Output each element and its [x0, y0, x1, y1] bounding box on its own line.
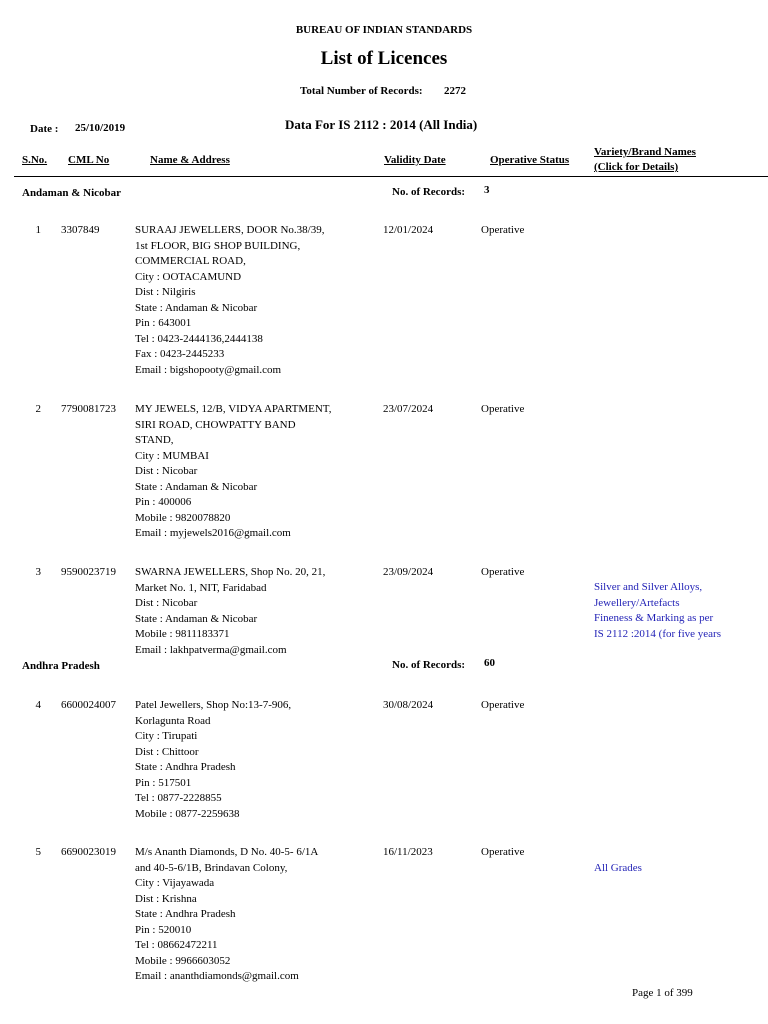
- address-line: SWARNA JEWELLERS, Shop No. 20, 21,: [135, 566, 326, 578]
- entry-sno: 2: [35, 403, 41, 415]
- page-title: List of Licences: [320, 48, 448, 69]
- address-line: Email : ananthdiamonds@gmail.com: [135, 970, 299, 982]
- address-line: Dist : Nicobar: [135, 597, 198, 609]
- entry-operative-status: Operative: [481, 403, 525, 415]
- address-line: M/s Ananth Diamonds, D No. 40-5- 6/1A: [135, 846, 319, 858]
- address-line: State : Andhra Pradesh: [135, 761, 236, 773]
- col-header-variety-line2[interactable]: (Click for Details): [594, 161, 679, 173]
- address-line: Pin : 643001: [135, 317, 192, 329]
- entry-address: [135, 402, 331, 542]
- address-line: MY JEWELS, 12/B, VIDYA APARTMENT,: [135, 403, 332, 415]
- entry-address: [135, 223, 324, 378]
- total-records-value: 2272: [444, 85, 466, 97]
- org-name: BUREAU OF INDIAN STANDARDS: [295, 24, 473, 36]
- address-line: State : Andaman & Nicobar: [135, 480, 258, 493]
- address-line: Mobile : 9811183371: [135, 628, 230, 640]
- address-line: Patel Jewellers, Shop No:13-7-906,: [135, 699, 292, 711]
- entry-variety-link[interactable]: [594, 580, 721, 642]
- address-line: Dist : Nilgiris: [135, 286, 196, 298]
- address-line: Fax : 0423-2445233: [135, 348, 225, 360]
- address-line: Email : bigshopooty@gmail.com: [135, 363, 282, 376]
- address-line: City : Tirupati: [135, 730, 198, 742]
- group-state-name: Andhra Pradesh: [22, 660, 100, 672]
- entry-operative-status: Operative: [481, 846, 525, 858]
- entry-operative-status: Operative: [481, 566, 525, 578]
- page-number: Page 1 of 399: [632, 987, 693, 999]
- total-records-label: Total Number of Records:: [300, 85, 423, 97]
- group-records-label: No. of Records:: [392, 186, 466, 198]
- address-line: Dist : Krishna: [135, 892, 197, 905]
- address-line: State : Andhra Pradesh: [135, 908, 236, 920]
- address-line: Email : myjewels2016@gmail.com: [135, 527, 291, 539]
- address-line: City : MUMBAI: [135, 449, 209, 462]
- col-header-name-address: Name & Address: [150, 154, 230, 166]
- address-line: Pin : 400006: [135, 496, 192, 508]
- entry-operative-status: Operative: [481, 699, 525, 711]
- entry-operative-status: Operative: [481, 224, 525, 236]
- address-line: Mobile : 9820078820: [135, 511, 231, 524]
- col-header-validity: Validity Date: [384, 154, 446, 166]
- entry-cml-no: 6600024007: [61, 699, 116, 711]
- col-header-sno: S.No.: [22, 154, 48, 166]
- entry-address: [135, 698, 291, 822]
- address-line: City : Vijayawada: [135, 877, 215, 889]
- address-line: Pin : 517501: [135, 776, 192, 789]
- variety-line[interactable]: Jewellery/Artefacts: [594, 596, 680, 609]
- entry-validity-date: 12/01/2024: [383, 224, 434, 236]
- entry-validity-date: 23/09/2024: [383, 566, 434, 578]
- date-value: 25/10/2019: [75, 122, 126, 134]
- address-line: Market No. 1, NIT, Faridabad: [135, 581, 267, 594]
- group-records-value: 3: [484, 184, 490, 196]
- entry-cml-no: 3307849: [61, 224, 100, 236]
- data-for-heading: Data For IS 2112 : 2014 (All India): [285, 117, 478, 132]
- address-line: Pin : 520010: [135, 923, 192, 936]
- address-line: Dist : Chittoor: [135, 745, 199, 758]
- address-line: City : OOTACAMUND: [135, 270, 242, 283]
- variety-line[interactable]: Silver and Silver Alloys,: [594, 581, 703, 593]
- header-divider: [14, 176, 768, 177]
- address-line: Tel : 0877-2228855: [135, 792, 222, 804]
- address-line: Tel : 0423-2444136,2444138: [135, 332, 263, 345]
- entry-address: [135, 845, 318, 985]
- date-label: Date :: [30, 123, 59, 135]
- variety-line[interactable]: All Grades: [594, 862, 642, 874]
- entry-sno: 4: [35, 699, 41, 711]
- address-line: State : Andaman & Nicobar: [135, 612, 258, 625]
- address-line: SIRI ROAD, CHOWPATTY BAND: [135, 418, 296, 431]
- entry-cml-no: 6690023019: [61, 846, 116, 858]
- group-state-name: Andaman & Nicobar: [22, 187, 122, 199]
- address-line: COMMERCIAL ROAD,: [135, 255, 246, 267]
- variety-line[interactable]: Fineness & Marking as per: [594, 612, 714, 624]
- address-line: State : Andaman & Nicobar: [135, 301, 258, 314]
- address-line: 1st FLOOR, BIG SHOP BUILDING,: [135, 239, 301, 252]
- address-line: Mobile : 9966603052: [135, 954, 231, 967]
- entry-cml-no: 9590023719: [61, 566, 116, 578]
- variety-line[interactable]: IS 2112 :2014 (for five years: [594, 627, 721, 640]
- col-header-status: Operative Status: [490, 154, 570, 166]
- address-line: and 40-5-6/1B, Brindavan Colony,: [135, 861, 288, 874]
- group-records-label: No. of Records:: [392, 659, 466, 671]
- address-line: SURAAJ JEWELLERS, DOOR No.38/39,: [135, 224, 325, 236]
- entry-validity-date: 30/08/2024: [383, 699, 434, 711]
- address-line: STAND,: [135, 434, 174, 446]
- address-line: Mobile : 0877-2259638: [135, 807, 240, 820]
- address-line: Korlagunta Road: [135, 714, 211, 727]
- col-header-cml: CML No: [68, 154, 110, 166]
- entry-variety-link[interactable]: [594, 861, 642, 877]
- entry-sno: 1: [35, 224, 41, 236]
- entry-sno: 3: [35, 566, 41, 578]
- address-line: Email : lakhpatverma@gmail.com: [135, 643, 287, 656]
- entry-sno: 5: [35, 846, 41, 858]
- entry-validity-date: 16/11/2023: [383, 846, 433, 858]
- group-records-value: 60: [484, 657, 495, 669]
- entry-cml-no: 7790081723: [61, 403, 116, 415]
- address-line: Dist : Nicobar: [135, 465, 198, 477]
- col-header-variety-line1[interactable]: Variety/Brand Names: [594, 146, 696, 158]
- entry-validity-date: 23/07/2024: [383, 403, 434, 415]
- address-line: Tel : 08662472211: [135, 939, 218, 951]
- entry-address: [135, 565, 325, 658]
